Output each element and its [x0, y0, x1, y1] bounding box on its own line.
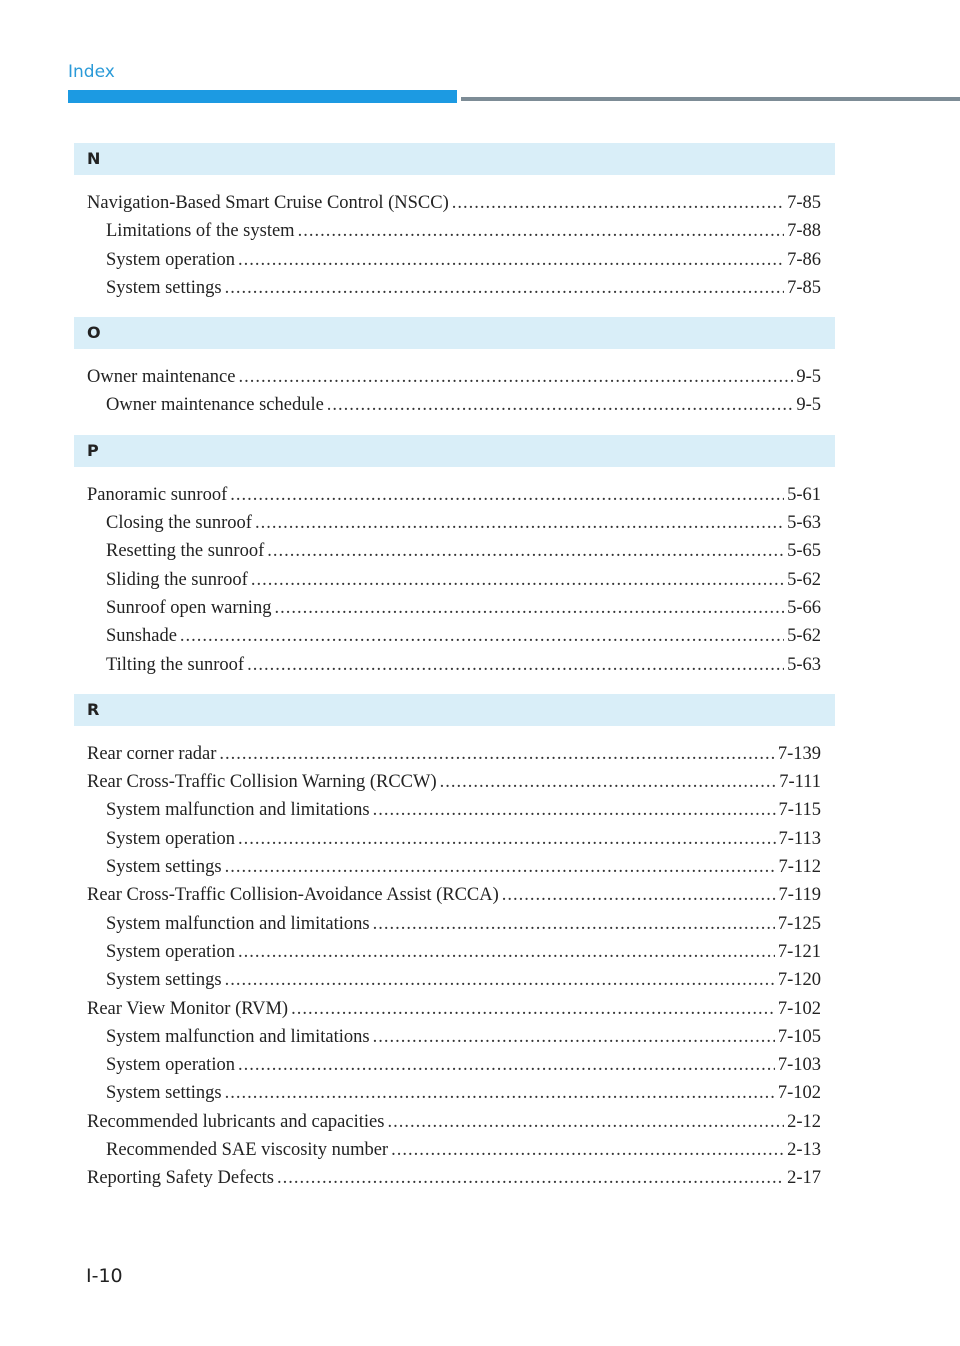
section-letter-heading: R [74, 694, 835, 726]
dot-leader [238, 938, 775, 966]
entry-page-ref: 7-139 [777, 743, 821, 764]
dot-leader [238, 363, 793, 391]
entry-label: Closing the sunroof [106, 513, 252, 534]
entry-label: Rear View Monitor (RVM) [87, 998, 289, 1019]
dot-leader [452, 189, 784, 217]
index-section-o [74, 317, 835, 435]
entry-page-ref: 2-17 [787, 1168, 821, 1189]
entry-page-ref: 7-105 [777, 1026, 821, 1047]
index-subentry[interactable] [74, 825, 835, 853]
entry-page-ref: 7-103 [777, 1055, 821, 1076]
dot-leader [255, 509, 784, 537]
entry-page-ref: 5-66 [787, 597, 821, 618]
dot-leader [277, 1164, 784, 1192]
index-subentry[interactable] [74, 537, 835, 565]
entry-page-ref: 7-86 [787, 249, 821, 270]
entry-label: Reporting Safety Defects [87, 1168, 274, 1189]
entry-label: Owner maintenance schedule [106, 395, 324, 416]
index-entry[interactable] [74, 995, 835, 1023]
entry-label: Rear Cross-Traffic Collision Warning (RCCW) [87, 772, 437, 793]
dot-leader [238, 1051, 775, 1079]
entry-label: System operation [106, 1055, 235, 1076]
index-subentry[interactable] [74, 566, 835, 594]
index-subentry[interactable] [74, 391, 835, 419]
entry-list [74, 175, 835, 317]
index-subentry[interactable] [74, 594, 835, 622]
entry-label: Limitations of the system [106, 221, 295, 242]
entry-page-ref: 7-119 [778, 885, 821, 906]
dot-leader [373, 1023, 775, 1051]
index-entry[interactable] [74, 1108, 835, 1136]
section-letter-heading: P [74, 435, 835, 467]
section-letter-heading: O [74, 317, 835, 349]
index-section-n [74, 143, 835, 317]
index-list [74, 143, 835, 1208]
index-entry[interactable] [74, 363, 835, 391]
entry-label: Recommended lubricants and capacities [87, 1111, 385, 1132]
index-subentry[interactable] [74, 274, 835, 302]
entry-page-ref: 7-121 [777, 941, 821, 962]
index-entry[interactable] [74, 881, 835, 909]
dot-leader [238, 825, 776, 853]
dot-leader [391, 1136, 784, 1164]
index-subentry[interactable] [74, 1051, 835, 1079]
entry-page-ref: 7-88 [787, 221, 821, 242]
index-entry[interactable] [74, 481, 835, 509]
entry-label: Tilting the sunroof [106, 654, 245, 675]
dot-leader [298, 217, 785, 245]
entry-page-ref: 7-113 [778, 828, 821, 849]
entry-page-ref: 7-85 [787, 277, 821, 298]
entry-page-ref: 7-115 [778, 800, 821, 821]
entry-label: Sunshade [106, 626, 177, 647]
dot-leader [225, 1079, 775, 1107]
entry-page-ref: 5-61 [787, 484, 821, 505]
entry-label: Sunroof open warning [106, 597, 272, 618]
entry-label: System operation [106, 249, 235, 270]
entry-page-ref: 9-5 [796, 367, 821, 388]
dot-leader [230, 481, 784, 509]
index-subentry[interactable] [74, 966, 835, 994]
entry-page-ref: 7-111 [779, 772, 821, 793]
index-subentry[interactable] [74, 1023, 835, 1051]
dot-leader [327, 391, 794, 419]
entry-label: Panoramic sunroof [87, 484, 228, 505]
entry-label: Owner maintenance [87, 367, 236, 388]
dot-leader [225, 966, 775, 994]
index-subentry[interactable] [74, 853, 835, 881]
entry-page-ref: 5-63 [787, 654, 821, 675]
dot-leader [440, 768, 777, 796]
entry-page-ref: 7-102 [777, 1083, 821, 1104]
index-subentry[interactable] [74, 796, 835, 824]
entry-label: Rear corner radar [87, 743, 217, 764]
dot-leader [267, 537, 784, 565]
entry-page-ref: 7-85 [787, 193, 821, 213]
dot-leader [373, 910, 775, 938]
index-subentry[interactable] [74, 1079, 835, 1107]
entry-label: System malfunction and limitations [106, 913, 370, 934]
entry-label: System malfunction and limitations [106, 800, 370, 821]
index-subentry[interactable] [74, 1136, 835, 1164]
entry-page-ref: 7-112 [778, 857, 821, 878]
dot-leader [225, 853, 776, 881]
entry-label: System settings [106, 857, 222, 878]
dot-leader [247, 651, 784, 679]
index-subentry[interactable] [74, 622, 835, 650]
dot-leader [225, 274, 784, 302]
dot-leader [502, 881, 776, 909]
index-subentry[interactable] [74, 910, 835, 938]
index-subentry[interactable] [74, 217, 835, 245]
entry-list [74, 349, 835, 435]
index-entry[interactable] [74, 768, 835, 796]
index-subentry[interactable] [74, 509, 835, 537]
dot-leader [291, 995, 775, 1023]
dot-leader [274, 594, 784, 622]
dot-leader [251, 566, 784, 594]
page-header-title: Index [68, 62, 115, 82]
dot-leader [387, 1108, 784, 1136]
entry-label: Rear Cross-Traffic Collision-Avoidance Assist (RCCA) [87, 885, 499, 906]
dot-leader [373, 796, 776, 824]
index-subentry[interactable] [74, 938, 835, 966]
entry-page-ref: 9-5 [796, 395, 821, 416]
header-rule [461, 97, 960, 101]
dot-leader [219, 740, 774, 768]
entry-page-ref: 7-120 [777, 970, 821, 991]
dot-leader [238, 246, 784, 274]
dot-leader [180, 622, 784, 650]
entry-page-ref: 7-125 [777, 913, 821, 934]
header-accent-bar [68, 90, 457, 103]
index-entry[interactable] [74, 1164, 835, 1192]
index-entry[interactable] [74, 189, 835, 217]
entry-list [74, 726, 835, 1208]
entry-page-ref: 5-65 [787, 541, 821, 562]
index-subentry[interactable] [74, 651, 835, 679]
entry-label: System settings [106, 277, 222, 298]
entry-page-ref: 5-62 [787, 626, 821, 647]
entry-page-ref: 7-102 [777, 998, 821, 1019]
page-number: I-10 [86, 1265, 123, 1287]
entry-label: Resetting the sunroof [106, 541, 265, 562]
index-subentry[interactable] [74, 246, 835, 274]
entry-label: Recommended SAE viscosity number [106, 1140, 389, 1161]
index-section-p [74, 435, 835, 694]
entry-label: System settings [106, 1083, 222, 1104]
entry-list [74, 467, 835, 694]
entry-page-ref: 5-63 [787, 513, 821, 534]
entry-label: System settings [106, 970, 222, 991]
entry-page-ref: 5-62 [787, 569, 821, 590]
entry-label: System operation [106, 828, 235, 849]
entry-label: System malfunction and limitations [106, 1026, 370, 1047]
index-section-r [74, 694, 835, 1208]
entry-page-ref: 2-12 [787, 1111, 821, 1132]
entry-label: Navigation-Based Smart Cruise Control (NSCC) [87, 193, 449, 213]
index-entry[interactable] [74, 740, 835, 768]
entry-label: Sliding the sunroof [106, 569, 248, 590]
entry-label: System operation [106, 941, 235, 962]
entry-page-ref: 2-13 [787, 1140, 821, 1161]
section-letter-heading: N [74, 143, 835, 175]
